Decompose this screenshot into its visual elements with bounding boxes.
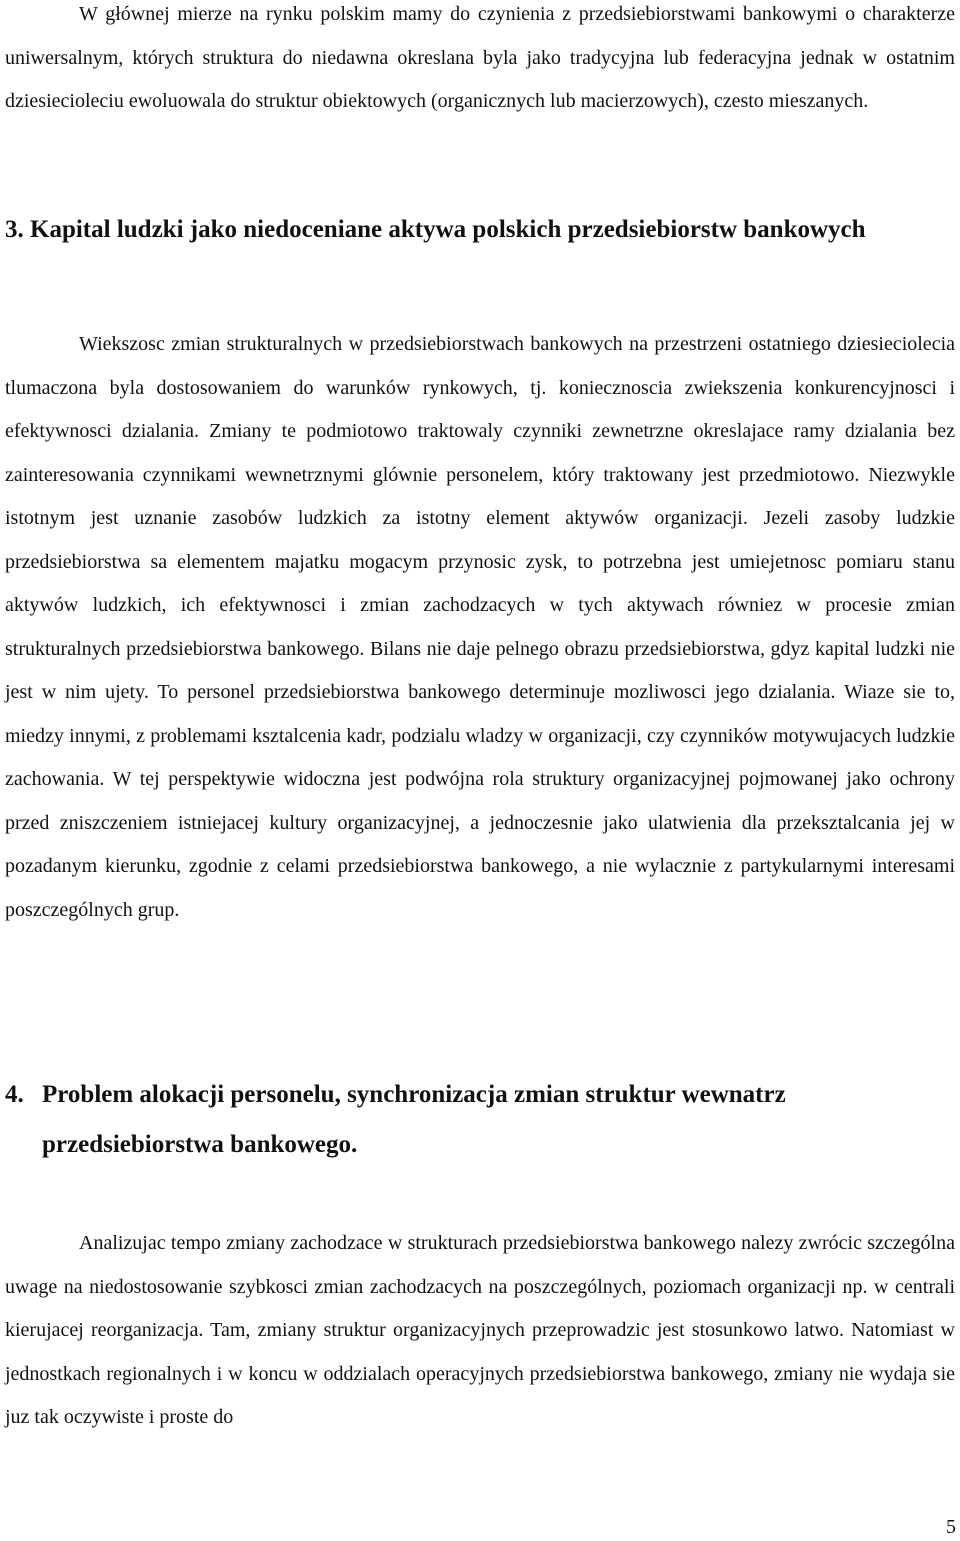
section-3-heading: [5, 208, 955, 251]
section-4-number: 4.: [5, 1081, 24, 1108]
section-4-title: Problem alokacji personelu, synchronizacja zmian struktur wewnatrz przedsiebiorstwa bankowego.: [42, 1081, 786, 1158]
document-page: [5, 0, 955, 1541]
section-4-heading: [5, 1070, 955, 1170]
section-4-paragraph: Analizujac tempo zmiany zachodzace w strukturach przedsiebiorstwa bankowego nalezy zwrócic szczególna uwage na niedostosowanie szybkosci zmian zachodzacych na poszczególnych, poziomach organizacji np. w centrali kierujacej reorganizacja. Tam, zmiany struktur organizacyjnych przeprowadzic jest stosunkowo latwo. Natomiast w jednostkach regionalnych i w koncu w oddzialach operacyjnych przedsiebiorstwa bankowego, zmiany nie wydaja sie juz tak oczywiste i proste do: [5, 1232, 955, 1428]
intro-paragraph: W głównej mierze na rynku polskim mamy do czynienia z przedsiebiorstwami bankowymi o charakterze uniwersalnym, których struktura do niedawna okreslana byla jako tradycyjna lub federacyjna jednak w ostatnim dziesiecioleciu ewoluowala do struktur obiektowych (organicznych lub macierzowych), czesto mieszanych.: [5, 3, 955, 112]
section-3-paragraph: Wiekszosc zmian strukturalnych w przedsiebiorstwach bankowych na przestrzeni ostatniego dziesieciolecia tlumaczona byla dostosowaniem do warunków rynkowych, tj. koniecznoscia zwiekszenia konkurencyjnosci i efektywnosci dzialania. Zmiany te podmiotowo traktowaly czynniki zewnetrzne okreslajace ramy dzialania bez zainteresowania czynnikami wewnetrznymi glównie personelem, który traktowany jest przedmiotowo. Niezwykle istotnym jest uznanie zasobów ludzkich za istotny element aktywów organizacji. Jezeli zasoby ludzkie przedsiebiorstwa sa elementem majatku mogacym przynosic zysk, to potrzebna jest umiejetnosc pomiaru stanu aktywów ludzkich, ich efektywnosci i zmian zachodzacych w tych aktywach równiez w procesie zmian strukturalnych przedsiebiorstwa bankowego. Bilans nie daje pelnego obrazu przedsiebiorstwa, gdyz kapital ludzki nie jest w nim ujety. To personel przedsiebiorstwa bankowego determinuje mozliwosci jego dzialania. Wiaze sie to, miedzy innymi, z problemami ksztalcenia kadr, podzialu wladzy w organizacji, czy czynników motywujacych ludzkie zachowania. W tej perspektywie widoczna jest podwójna rola struktury organizacyjnej pojmowanej jako ochrony przed zniszczeniem istniejacej kultury organizacyjnej, a jednoczesnie jako ulatwienia dla przeksztalcania jej w pozadanym kierunku, zgodnie z celami przedsiebiorstwa bankowego, a nie wylacznie z partykularnymi interesami poszczególnych grup.: [5, 333, 955, 921]
section-3-title: Kapital ludzki jako niedoceniane aktywa polskich przedsiebiorstw bankowych: [30, 216, 866, 243]
page-number: 5: [946, 1516, 956, 1538]
section-3-number: 3.: [5, 216, 24, 243]
